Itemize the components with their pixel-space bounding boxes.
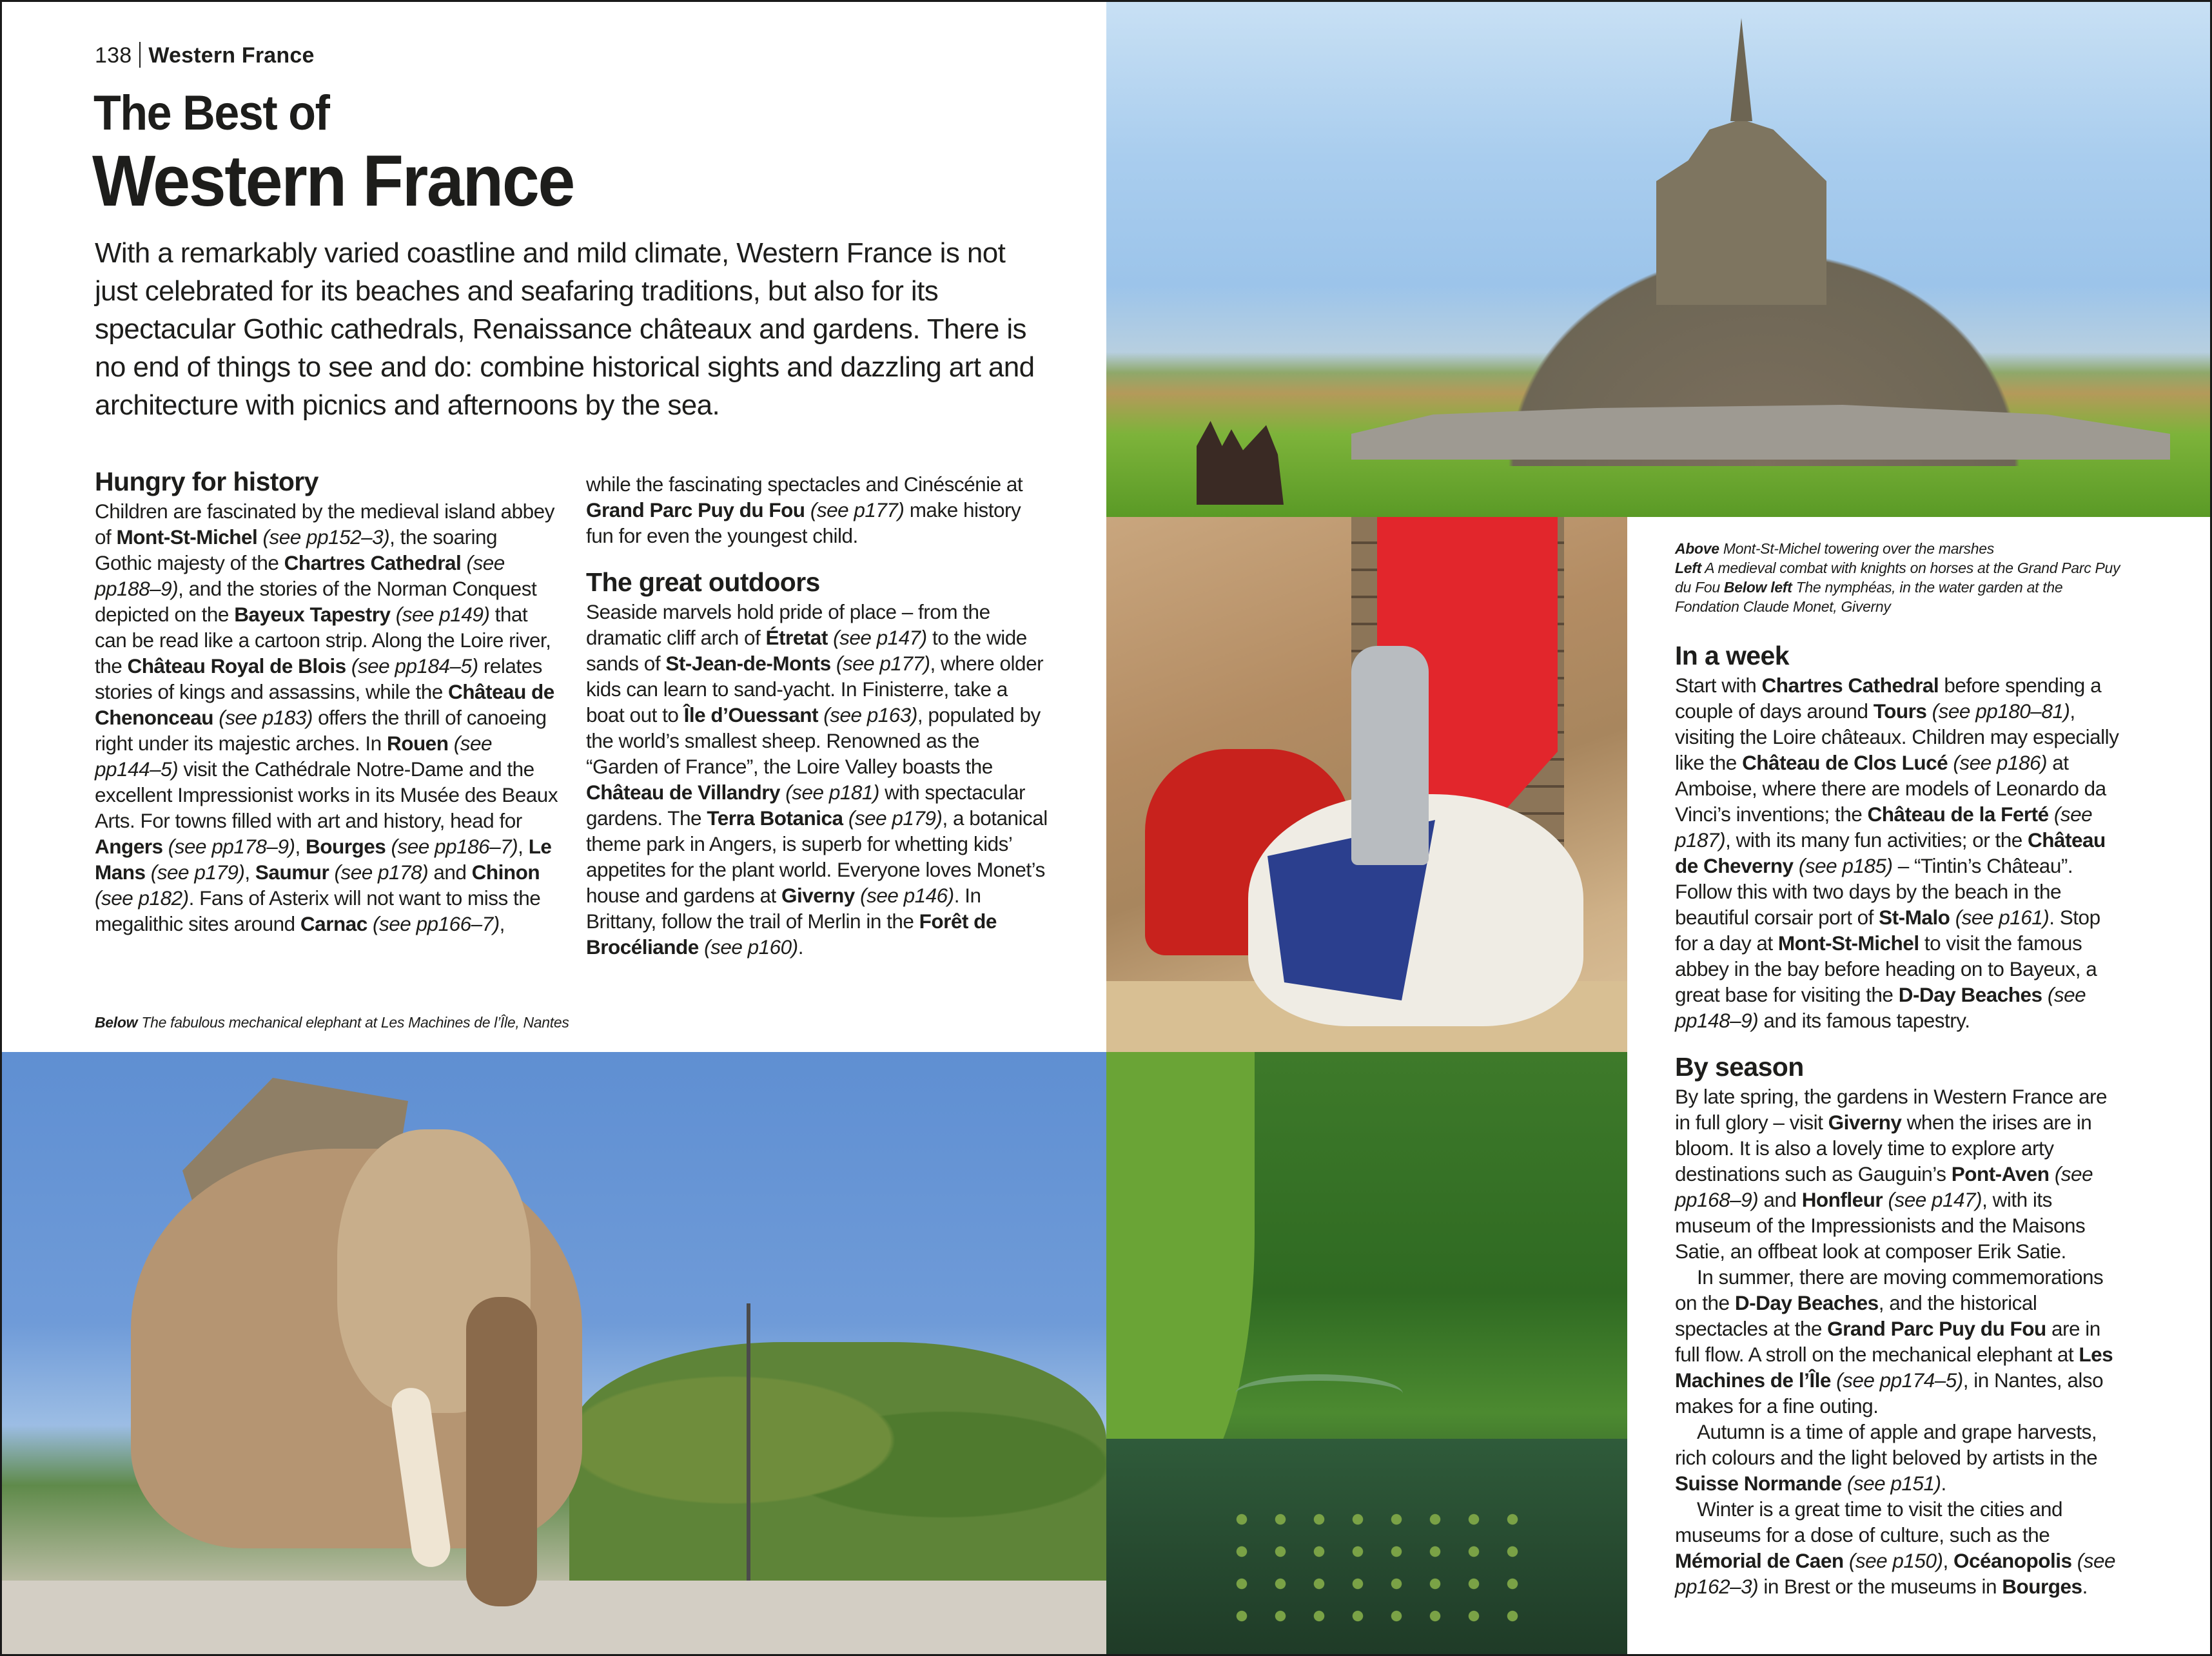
place-name: Château de la Ferté	[1867, 803, 2049, 826]
elephant-trunk-shape	[466, 1297, 537, 1606]
page-reference: (see p179)	[150, 861, 245, 884]
water-lilies-shape	[1222, 1503, 1545, 1632]
page-reference: (see p163)	[823, 703, 917, 726]
pavement-shape	[2, 1581, 1106, 1654]
page-reference: (see pp178–9)	[168, 835, 295, 858]
book-spread	[2, 2, 2210, 1654]
place-name: Angers	[95, 835, 163, 858]
place-name: Pont-Aven	[1951, 1162, 2050, 1185]
place-name: Suisse Normande	[1675, 1472, 1842, 1495]
place-name: Les Machines de l’Île	[1675, 1343, 2113, 1392]
page-reference: (see pp166–7)	[373, 912, 500, 935]
body-season-spring: By late spring, the gardens in Western France are in full glory – visit Giverny when the irises are in bloom. It is also a lovely time to explore arty destinations such as Gauguin’s Pont-Aven (see pp168–9) and Honfleur (see p147), with its museum of the Impressionists and the Maisons Satie, an offbeat look at composer Erik Satie.	[1675, 1085, 2108, 1263]
armored-knight-shape	[1351, 646, 1429, 865]
place-name: Grand Parc Puy du Fou	[586, 498, 805, 521]
spire-shape	[1730, 18, 1752, 121]
page-reference: (see p149)	[395, 603, 490, 626]
place-name: Terra Botanica	[707, 806, 843, 830]
page-reference: (see p147)	[833, 626, 927, 649]
page-reference: (see p182)	[95, 886, 189, 910]
place-name: Mont-St-Michel	[116, 525, 258, 549]
place-name: Grand Parc Puy du Fou	[1827, 1317, 2046, 1340]
place-name: Rouen	[386, 732, 449, 755]
page-reference: (see pp148–9)	[1675, 983, 2086, 1032]
place-name: Château de Chenonceau	[95, 680, 554, 729]
heading-hungry-for-history: Hungry for history	[95, 467, 318, 496]
page-reference: (see pp144–5)	[95, 732, 492, 781]
page-title-line2: Western France	[92, 141, 574, 221]
caption-label-above: Above	[1675, 540, 1719, 557]
caption-text: The fabulous mechanical elephant at Les Machines de l’Île, Nantes	[137, 1014, 569, 1031]
page-reference: (see p177)	[836, 652, 930, 675]
running-head	[95, 42, 315, 68]
page-reference: (see p179)	[848, 806, 943, 830]
place-name: Carnac	[300, 912, 367, 935]
page-reference: (see pp184–5)	[351, 654, 478, 677]
place-name: Île d’Ouessant	[683, 703, 818, 726]
page-reference: (see pp186–7)	[391, 835, 518, 858]
heading-by-season: By season	[1675, 1052, 1804, 1082]
caption-text-below-left: The nymphéas, in the water garden at the Fondation Claude Monet, Giverny	[1675, 579, 2063, 615]
page-number: 138	[95, 43, 132, 68]
caption-label-below-left: Below left	[1723, 579, 1792, 596]
place-name: Saumur	[255, 861, 329, 884]
place-name: Océanopolis	[1953, 1549, 2072, 1572]
place-name: Château de Villandry	[586, 781, 781, 804]
page-reference: (see pp162–3)	[1675, 1549, 2116, 1598]
trees-shape	[569, 1342, 1106, 1587]
page-reference: (see p177)	[810, 498, 905, 521]
caption-text-above: Mont-St-Michel towering over the marshes	[1719, 540, 1994, 557]
column-week-season	[1675, 640, 2126, 1599]
page-reference: (see p185)	[1798, 854, 1893, 877]
place-name: D-Day Beaches	[1734, 1291, 1879, 1314]
place-name: Château de Clos Lucé	[1742, 751, 1948, 774]
place-name: Étretat	[765, 626, 828, 649]
place-name: Giverny	[781, 884, 855, 907]
page-reference: (see p160)	[704, 935, 798, 959]
walkers-shape	[1197, 421, 1313, 505]
heading-in-a-week: In a week	[1675, 641, 1789, 670]
place-name: Chartres Cathedral	[284, 551, 462, 574]
page-reference: (see pp168–9)	[1675, 1162, 2093, 1211]
body-great-outdoors: Seaside marvels hold pride of place – from the dramatic cliff arch of Étretat (see p147) to the wide sands of St-Jean-de-Monts (see p177), where older kids can learn to sand-yacht. In Finisterre, take a boat out to Île d’Ouessant (see p163), populated by the world’s smallest sheep. Renowned as the “Garden of France”, the Loire Valley boasts the Château de Villandry (see p181) with spectacular gardens. The Terra Botanica (see p179), a botanical theme park in Angers, is superb for whetting kids’ appetites for the plant world. Everyone loves Monet’s house and gardens at Giverny (see p146). In Brittany, follow the trail of Merlin in the Forêt de Brocéliande (see p160).	[586, 600, 1048, 959]
body-hungry-for-history: Children are fascinated by the medieval island abbey of Mont-St-Michel (see pp152–3), the soaring Gothic majesty of the Chartres Cathedral (see pp188–9), and the stories of the Norman Conquest depicted on the Bayeux Tapestry (see p149) that can be read like a cartoon strip. Along the Loire river, the Château Royal de Blois (see pp184–5) relates stories of kings and assassins, while the Château de Chenonceau (see p183) offers the thrill of canoeing right under its majestic arches. In Rouen (see pp144–5) visit the Cathédrale Notre-Dame and the excellent Impressionist works in its Musée des Beaux Arts. For towns filled with art and history, head for Angers (see pp178–9), Bourges (see pp186–7), Le Mans (see p179), Saumur (see p178) and Chinon (see p182). Fans of Asterix will not want to miss the megalithic sites around Carnac (see pp166–7),	[95, 500, 558, 935]
page-title-line1: The Best of	[93, 86, 329, 141]
place-name: Chinon	[471, 861, 540, 884]
section-name: Western France	[148, 43, 315, 68]
place-name: Le Mans	[95, 835, 552, 884]
column-great-outdoors	[586, 471, 1050, 960]
place-name: Chartres Cathedral	[1761, 674, 1939, 697]
page-reference: (see p187)	[1675, 803, 2093, 852]
separator	[139, 42, 141, 68]
place-name: Forêt de Brocéliande	[586, 910, 997, 959]
page-reference: (see pp188–9)	[95, 551, 505, 600]
page-reference: (see p150)	[1848, 1549, 1943, 1572]
place-name: Mémorial de Caen	[1675, 1549, 1844, 1572]
place-name: St-Jean-de-Monts	[665, 652, 831, 675]
intro-paragraph: With a remarkably varied coastline and mild climate, Western France is not just celebrated for its beaches and seafaring traditions, but also for its spectacular Gothic cathedrals, Renaissance châteaux and gardens. There is no end of things to see and do: combine historical sights and dazzling art and architecture with picnics and afternoons by the sea.	[95, 237, 1035, 421]
page-reference: (see pp174–5)	[1836, 1369, 1963, 1392]
page-reference: (see p146)	[860, 884, 954, 907]
place-name: D-Day Beaches	[1898, 983, 2042, 1006]
heading-great-outdoors: The great outdoors	[586, 567, 820, 597]
page-reference: (see p151)	[1846, 1472, 1941, 1495]
photo-elephant	[2, 1052, 1106, 1654]
photo-knights	[1106, 517, 1627, 1052]
page-reference: (see p178)	[334, 861, 429, 884]
page-reference: (see p147)	[1888, 1188, 1982, 1211]
willow-shape	[1106, 1052, 1255, 1503]
page-reference: (see pp180–81)	[1932, 699, 2070, 723]
photo-mont-st-michel	[1106, 2, 2210, 517]
page-reference: (see p186)	[1953, 751, 2048, 774]
abbey-shape	[1635, 99, 1848, 305]
page-reference: (see pp152–3)	[262, 525, 390, 549]
body-season-autumn: Autumn is a time of apple and grape harvests, rich colours and the light beloved by artists in the Suisse Normande (see p151).	[1675, 1420, 2098, 1495]
caption-text-left: A medieval combat with knights on horses at the Grand Parc Puy du Fou	[1675, 560, 2120, 596]
place-name: Bourges	[305, 835, 386, 858]
caption-label: Below	[95, 1014, 138, 1031]
photo-giverny	[1106, 1052, 1627, 1654]
column-hungry-for-history	[95, 466, 559, 937]
caption-photos-right	[1675, 539, 2126, 616]
place-name: Giverny	[1828, 1111, 1902, 1134]
place-name: Mont-St-Michel	[1777, 931, 1919, 955]
place-name: Bourges	[2002, 1575, 2082, 1598]
place-name: St-Malo	[1879, 906, 1950, 929]
body-season-summer: In summer, there are moving commemorations on the D-Day Beaches, and the historical spectacles at the Grand Parc Puy du Fou are in full flow. A stroll on the mechanical elephant at Les Machines de l’Île (see pp174–5), in Nantes, also makes for a fine outing.	[1675, 1265, 2113, 1417]
page-reference: (see p183)	[219, 706, 313, 729]
body-in-a-week: Start with Chartres Cathedral before spending a couple of days around Tours (see pp180–81), visiting the Loire châteaux. Children may especially like the Château de Clos Lucé (see p186) at Amboise, where there are models of Leonardo da Vinci’s inventions; the Château de la Ferté (see p187), with its many fun activities; or the Château de Cheverny (see p185) – “Tintin’s Château”. Follow this with two days by the beach in the beautiful corsair port of St-Malo (see p161). Stop for a day at Mont-St-Michel to visit the famous abbey in the bay before heading on to Bayeux, a great base for visiting the D-Day Beaches (see pp148–9) and its famous tapestry.	[1675, 674, 2119, 1032]
place-name: Bayeux Tapestry	[234, 603, 391, 626]
place-name: Château de Cheverny	[1675, 828, 2106, 877]
body-hungry-continuation: while the fascinating spectacles and Cinéscénie at Grand Parc Puy du Fou (see p177) make history fun for even the youngest child.	[586, 472, 1023, 547]
caption-label-left: Left	[1675, 560, 1701, 576]
body-season-winter: Winter is a great time to visit the cities and museums for a dose of culture, such as the Mémorial de Caen (see p150), Océanopolis (see pp162–3) in Brest or the museums in Bourges.	[1675, 1497, 2116, 1598]
page-reference: (see p181)	[785, 781, 879, 804]
page-reference: (see p161)	[1955, 906, 2050, 929]
place-name: Honfleur	[1801, 1188, 1883, 1211]
caption-elephant	[95, 1013, 933, 1032]
place-name: Tours	[1873, 699, 1927, 723]
bridge-shape	[1235, 1374, 1403, 1413]
place-name: Château Royal de Blois	[127, 654, 346, 677]
